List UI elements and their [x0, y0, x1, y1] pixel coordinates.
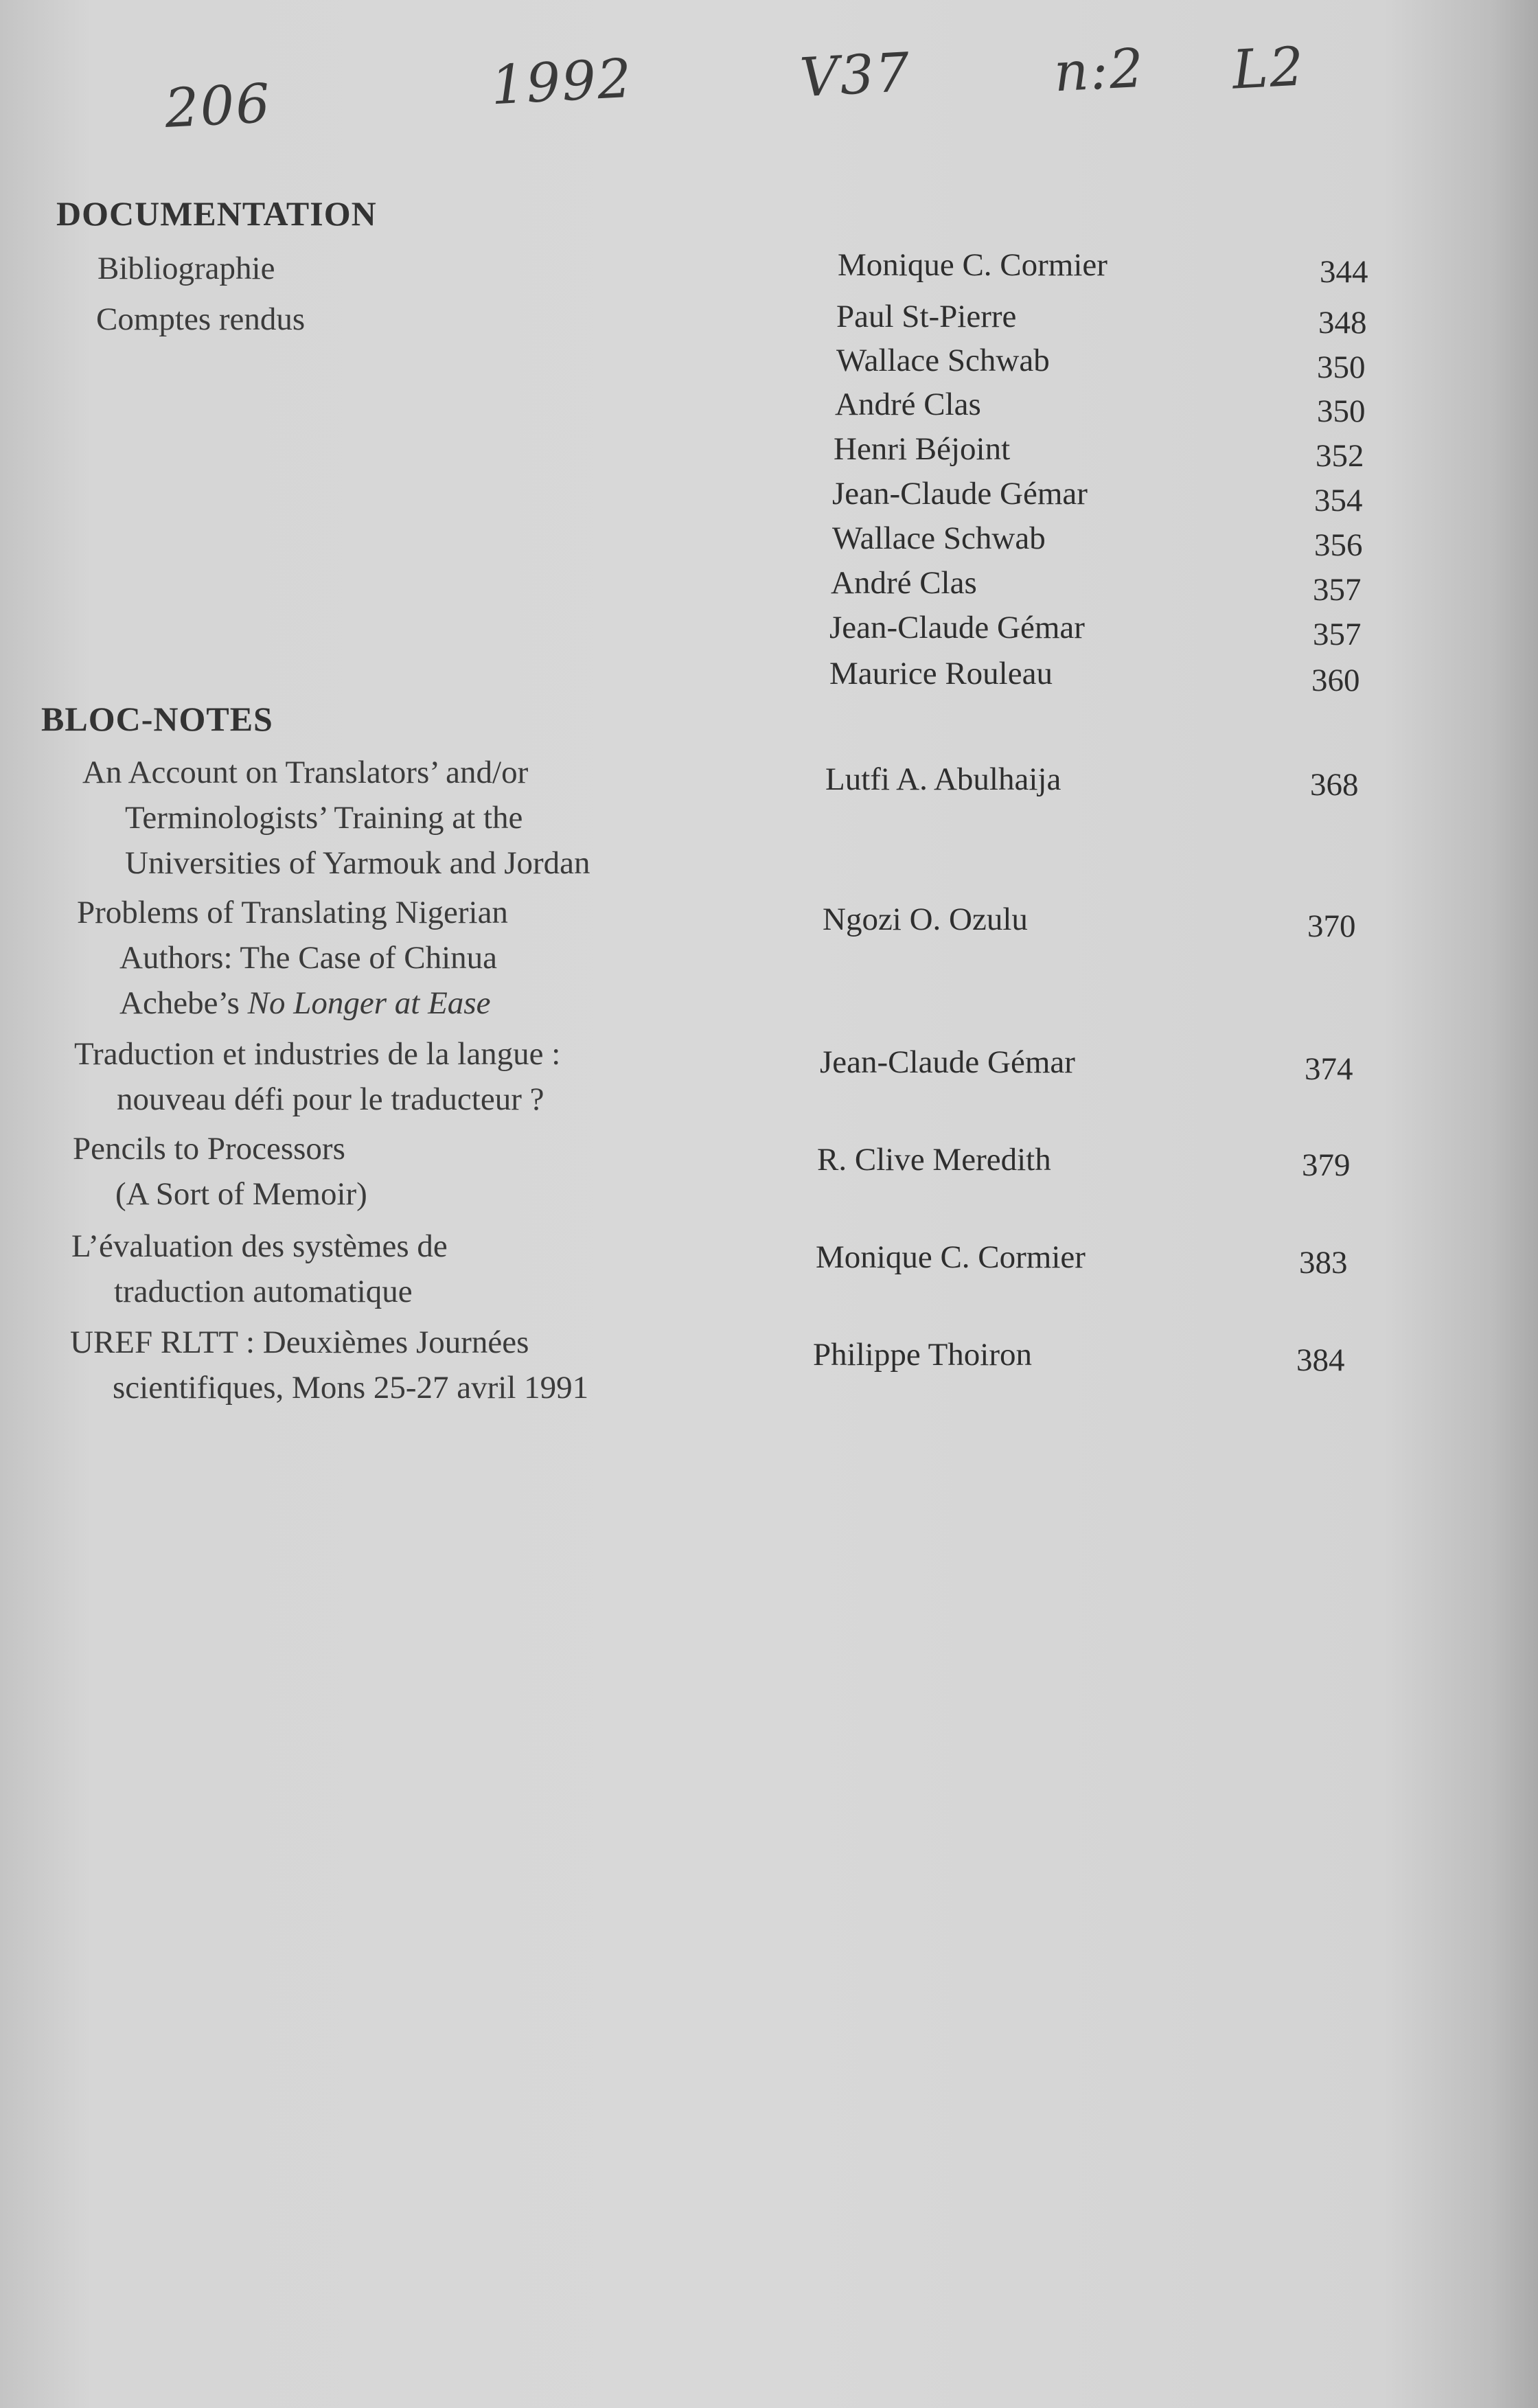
title-line: Achebe’s No Longer at Ease: [119, 985, 491, 1021]
review-author: Maurice Rouleau: [829, 656, 1053, 691]
title-line: Problems of Translating Nigerian: [77, 895, 508, 930]
toc-entry-page: 368: [1310, 767, 1359, 803]
title-line: nouveau défi pour le traducteur ?: [117, 1081, 544, 1117]
title-line: Authors: The Case of Chinua: [119, 940, 498, 976]
toc-entry-author: Monique C. Cormier: [838, 247, 1107, 283]
review-page: 352: [1316, 438, 1364, 474]
review-page: 350: [1317, 393, 1366, 429]
title-line: An Account on Translators’ and/or: [82, 755, 529, 790]
title-line: UREF RLTT : Deuxièmes Journées: [70, 1325, 529, 1360]
toc-entry-title: [77, 890, 508, 1026]
toc-entry-author: R. Clive Meredith: [817, 1142, 1051, 1178]
toc-entry-title: [70, 1320, 588, 1410]
review-author: André Clas: [831, 565, 977, 601]
toc-entry-title: Bibliographie: [97, 251, 275, 286]
review-page: 357: [1313, 617, 1362, 652]
toc-entry-author: Philippe Thoiron: [813, 1337, 1032, 1373]
toc-entry-page: 370: [1307, 908, 1356, 944]
review-author: Paul St-Pierre: [836, 299, 1017, 334]
review-page: 356: [1314, 527, 1363, 563]
toc-entry-title: Comptes rendus: [96, 301, 306, 337]
toc-entry-title: [82, 750, 590, 886]
review-author: André Clas: [835, 387, 981, 422]
review-page: 354: [1314, 483, 1363, 518]
toc-entry-author: Ngozi O. Ozulu: [823, 902, 1028, 937]
toc-entry-title: [73, 1126, 367, 1217]
toc-entry-page: 344: [1320, 254, 1368, 290]
title-line: Terminologists’ Training at the: [125, 800, 523, 836]
title-line: Traduction et industries de la langue :: [74, 1036, 561, 1072]
section-heading-documentation: DOCUMENTATION: [56, 194, 377, 233]
review-author: Henri Béjoint: [834, 431, 1011, 467]
review-page: 350: [1317, 349, 1366, 385]
title-line: Universities of Yarmouk and Jordan: [125, 845, 590, 881]
title-line: L’évaluation des systèmes de: [71, 1228, 448, 1264]
review-author: Wallace Schwab: [836, 343, 1050, 378]
title-line: traduction automatique: [114, 1274, 413, 1309]
handwritten-code: L2: [1230, 36, 1307, 102]
toc-entry-page: 384: [1296, 1342, 1345, 1378]
review-author: Wallace Schwab: [832, 520, 1046, 556]
toc-entry-page: 374: [1305, 1051, 1353, 1087]
toc-entry-page: 379: [1302, 1147, 1351, 1183]
title-line: Pencils to Processors: [73, 1131, 345, 1167]
title-line: scientifiques, Mons 25-27 avril 1991: [113, 1370, 589, 1406]
review-author: Jean-Claude Gémar: [829, 610, 1085, 645]
toc-entry-title: [74, 1031, 560, 1122]
toc-entry-page: 383: [1299, 1245, 1348, 1281]
handwritten-note: 206: [163, 73, 273, 140]
review-page: 357: [1313, 572, 1362, 608]
review-page: 360: [1311, 663, 1360, 698]
review-author: Jean-Claude Gémar: [832, 476, 1088, 512]
toc-entry-author: Jean-Claude Gémar: [820, 1044, 1075, 1080]
toc-entry-author: Lutfi A. Abulhaija: [825, 761, 1061, 797]
toc-entry-author: Monique C. Cormier: [816, 1239, 1086, 1275]
handwritten-annotations: [0, 27, 1538, 151]
section-heading-bloc-notes: BLOC-NOTES: [41, 700, 273, 738]
review-page: 348: [1318, 305, 1367, 341]
title-line: (A Sort of Memoir): [115, 1176, 367, 1212]
handwritten-year: 1992: [489, 47, 634, 117]
toc-entry-title: [71, 1224, 448, 1314]
handwritten-number: n:2: [1052, 37, 1147, 104]
handwritten-volume: V37: [798, 41, 913, 110]
title-italic: No Longer at Ease: [247, 985, 491, 1021]
